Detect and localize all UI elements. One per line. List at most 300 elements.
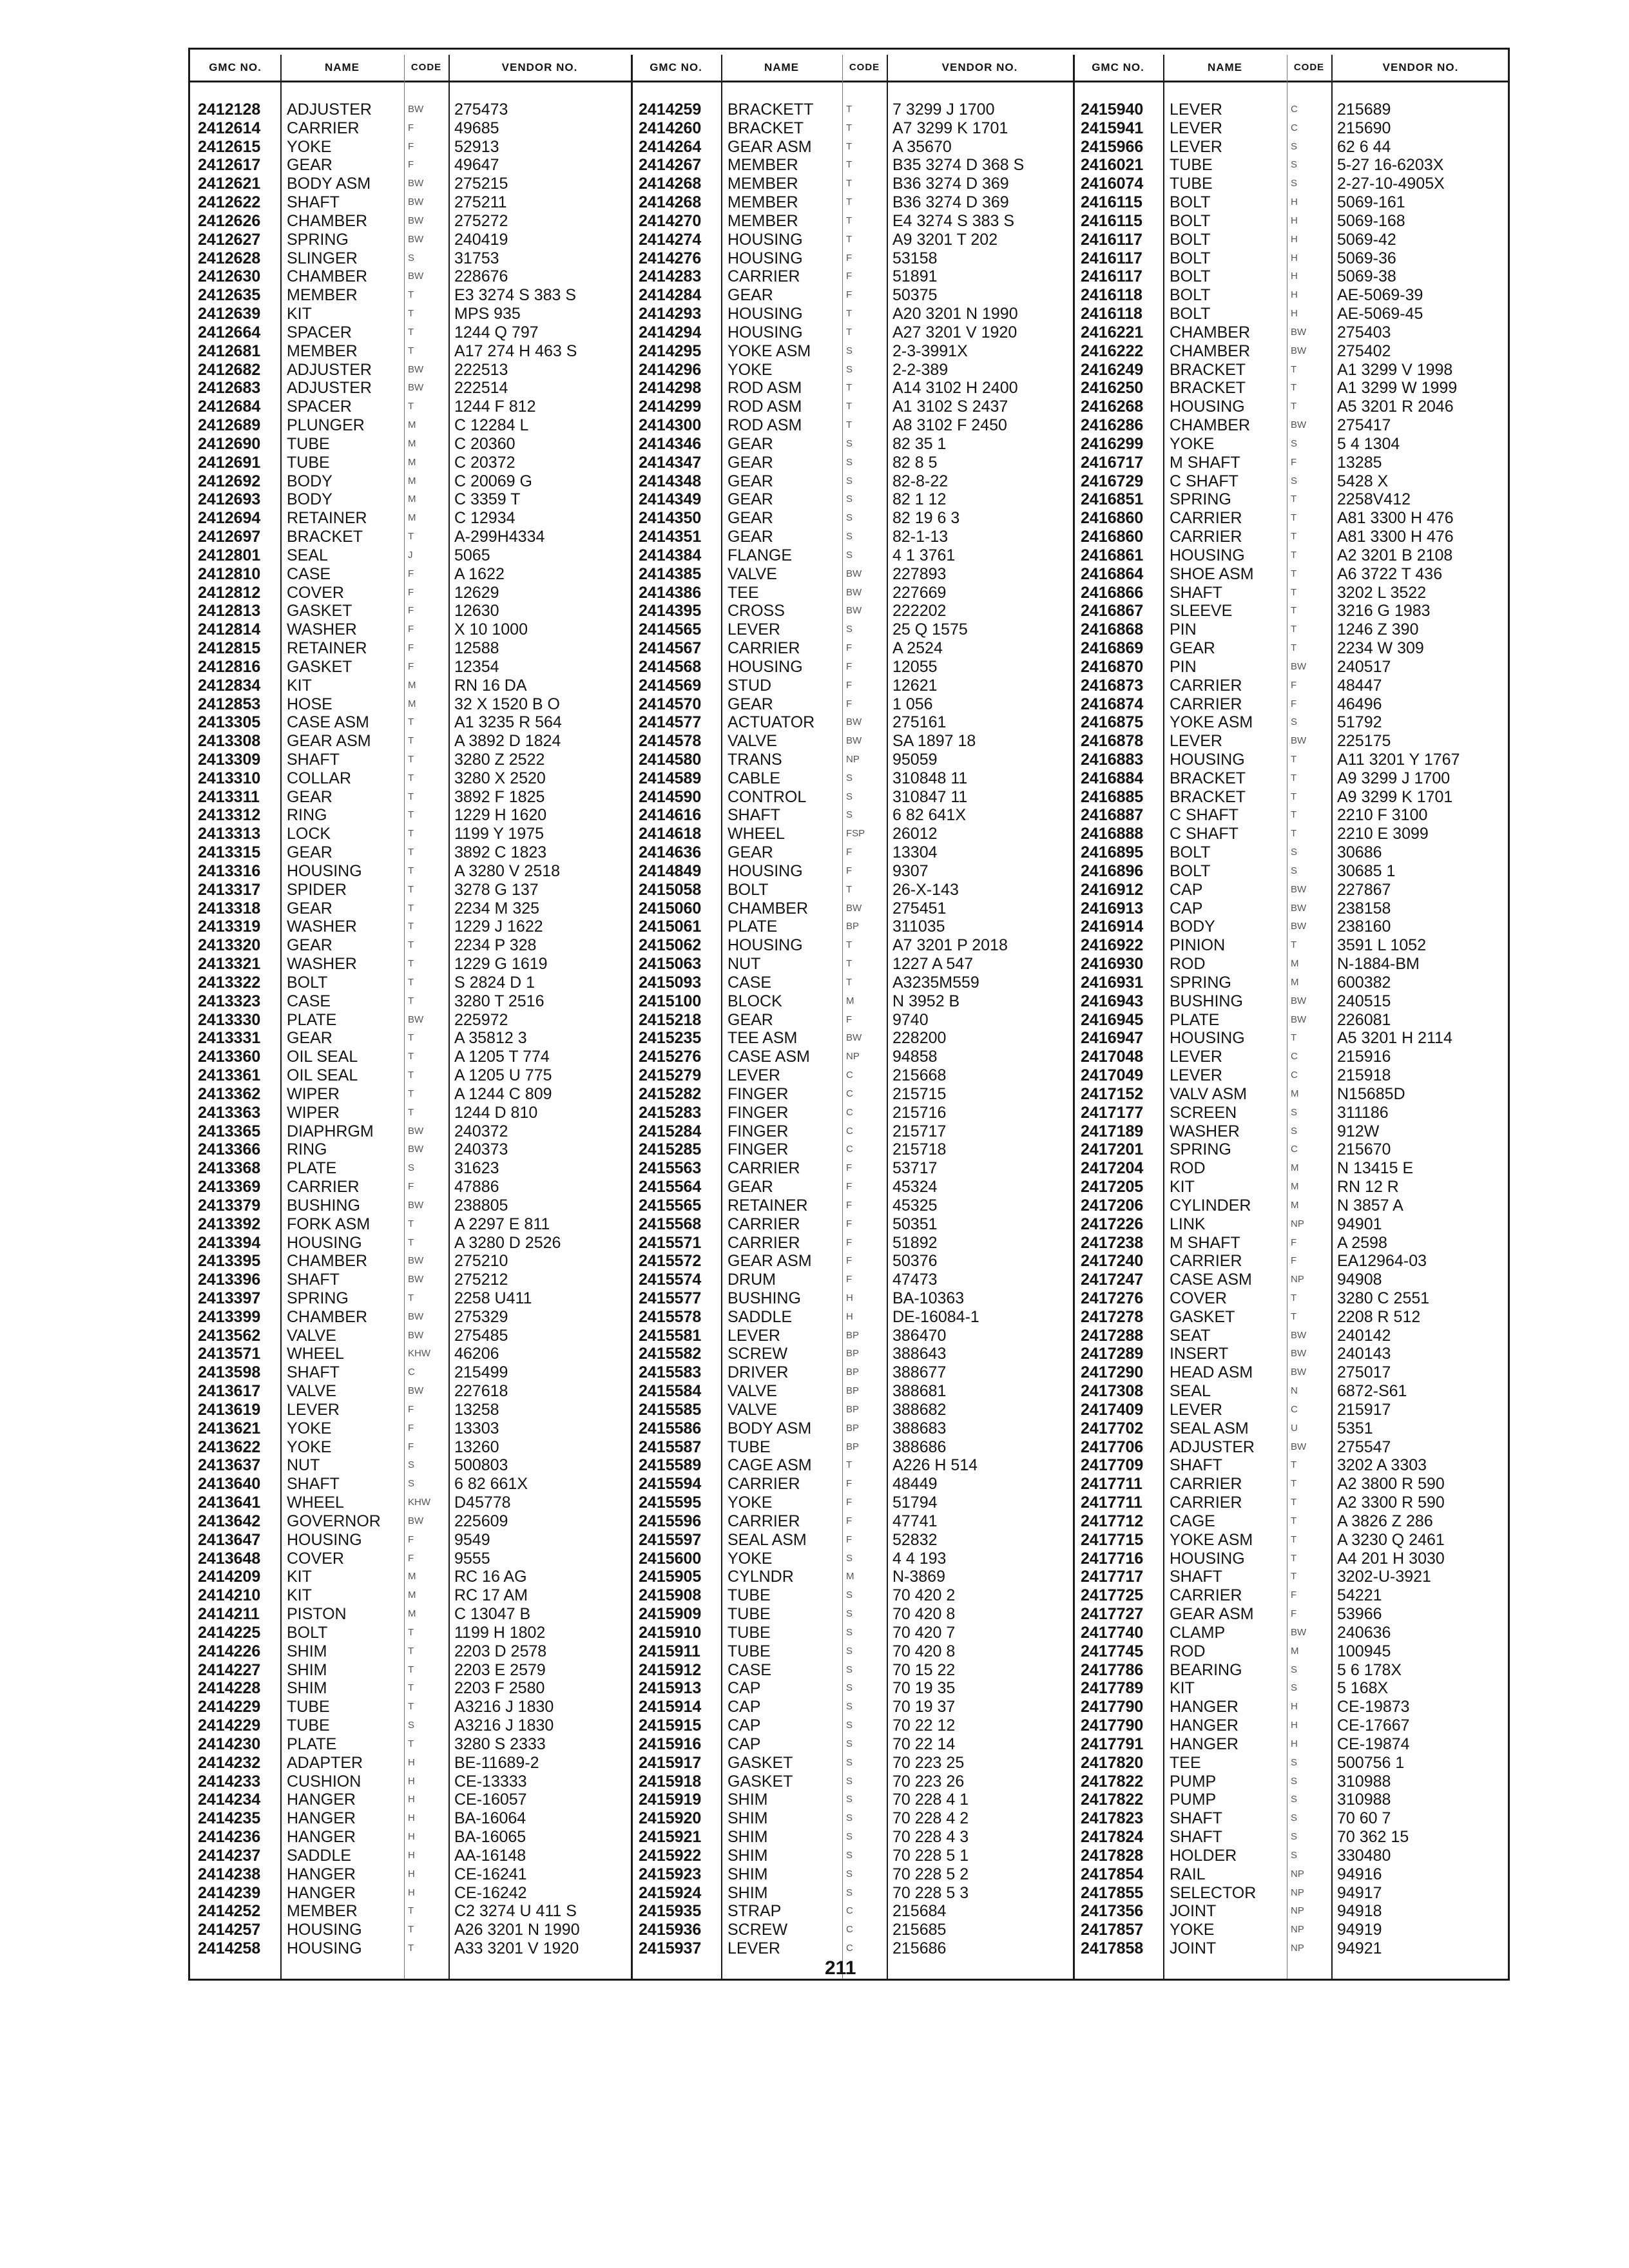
gmc-number: 2417205: [1081, 1178, 1144, 1196]
part-name: SCREW: [728, 1345, 788, 1363]
gmc-number: 2417858: [1081, 1939, 1144, 1957]
table-row: [190, 677, 631, 695]
table-row: [190, 1494, 631, 1512]
gmc-number: 2412684: [198, 398, 261, 416]
vendor-code: T: [1291, 1459, 1297, 1471]
vendor-number: 2234 W 309: [1337, 639, 1424, 658]
vendor-number: 2-3-3991X: [892, 341, 968, 360]
table-row: [631, 1661, 1073, 1680]
table-row: [190, 584, 631, 602]
gmc-number: 2414385: [639, 564, 702, 583]
gmc-number: 2415966: [1081, 137, 1144, 156]
gmc-number: 2416883: [1081, 750, 1144, 769]
vendor-number: 52832: [892, 1530, 938, 1549]
part-name: CARRIER: [728, 1215, 800, 1233]
part-name: LEVER: [728, 1066, 780, 1085]
gmc-number: 2416268: [1081, 398, 1144, 416]
vendor-code: T: [408, 976, 414, 988]
vendor-number: 3202 A 3303: [1337, 1456, 1427, 1475]
table-row: [190, 1624, 631, 1642]
part-name: TUBE: [728, 1623, 771, 1642]
vendor-code: C: [408, 1367, 415, 1378]
gmc-number: 2412694: [198, 509, 261, 528]
vendor-code: S: [846, 1626, 853, 1638]
part-name: HOUSING: [287, 861, 362, 880]
gmc-number: 2416115: [1081, 211, 1142, 230]
table-row: [190, 1884, 631, 1903]
vendor-number: A5 3201 H 2114: [1337, 1029, 1452, 1048]
part-name: BOLT: [1170, 305, 1211, 323]
vendor-number: 2210 F 3100: [1337, 806, 1428, 825]
gmc-number: 2413369: [198, 1178, 261, 1196]
parts-column-3: [1073, 101, 1510, 1958]
gmc-number: 2413621: [198, 1419, 261, 1437]
vendor-code: T: [408, 1905, 414, 1917]
vendor-number: A33 3201 V 1920: [454, 1939, 579, 1957]
gmc-number: 2416874: [1081, 695, 1144, 713]
vendor-number: CE-19873: [1337, 1698, 1410, 1716]
vendor-code: M: [1291, 1088, 1299, 1099]
vendor-code: NP: [1291, 1924, 1304, 1936]
gmc-number: 2414570: [639, 695, 702, 713]
part-name: GEAR: [287, 899, 333, 918]
gmc-number: 2415937: [639, 1939, 702, 1957]
vendor-number: A20 3201 N 1990: [892, 305, 1018, 323]
part-name: TUBE: [728, 1605, 771, 1624]
vendor-code: F: [846, 271, 853, 282]
part-name: TEE: [728, 583, 759, 602]
vendor-number: 4 1 3761: [892, 546, 956, 564]
table-row: [190, 342, 631, 361]
vendor-number: N 3857 A: [1337, 1196, 1403, 1215]
gmc-number: 2415572: [639, 1252, 702, 1271]
vendor-code: T: [408, 326, 414, 338]
table-row: [631, 1289, 1073, 1308]
vendor-number: 275473: [454, 101, 508, 119]
vendor-code: C: [1291, 1051, 1298, 1062]
gmc-number: 2413598: [198, 1363, 261, 1382]
vendor-number: 240419: [454, 230, 508, 249]
part-name: PLATE: [287, 1735, 337, 1753]
vendor-code: BW: [408, 104, 424, 115]
table-row: [1073, 1716, 1510, 1735]
vendor-code: T: [846, 976, 853, 988]
part-name: LEVER: [1170, 119, 1222, 137]
table-row: [190, 1847, 631, 1865]
table-row: [631, 1438, 1073, 1457]
vendor-code: S: [1291, 865, 1298, 876]
table-row: [1073, 1252, 1510, 1271]
table-row: [190, 1066, 631, 1085]
vendor-number: 47886: [454, 1178, 499, 1196]
vendor-number: 7 3299 J 1700: [892, 101, 995, 119]
gmc-number: 2414210: [198, 1586, 261, 1605]
table-row: [1073, 1828, 1510, 1847]
table-row: [631, 361, 1073, 380]
vendor-code: S: [846, 1738, 853, 1749]
vendor-number: 500803: [454, 1456, 508, 1475]
table-row: [190, 1679, 631, 1698]
table-row: [631, 1828, 1073, 1847]
part-name: CARRIER: [728, 1475, 800, 1494]
vendor-code: BW: [408, 1515, 424, 1526]
header-code-2: CODE: [849, 62, 880, 73]
vendor-code: F: [846, 1255, 853, 1267]
gmc-number: 2413365: [198, 1122, 261, 1140]
gmc-number: 2412810: [198, 564, 261, 583]
vendor-number: 215918: [1337, 1066, 1391, 1085]
table-row: [1073, 1865, 1510, 1884]
part-name: SPRING: [287, 1289, 349, 1307]
gmc-number: 2413640: [198, 1475, 261, 1494]
gmc-number: 2412816: [198, 657, 261, 676]
gmc-number: 2416945: [1081, 1010, 1144, 1029]
gmc-number: 2415597: [639, 1530, 702, 1549]
part-name: CARRIER: [728, 1233, 800, 1252]
gmc-number: 2415936: [639, 1921, 702, 1939]
vendor-number: 2258V412: [1337, 490, 1411, 509]
table-row: [190, 1586, 631, 1605]
table-row: [190, 1140, 631, 1159]
part-name: RING: [287, 806, 327, 825]
vendor-number: 6 82 661X: [454, 1475, 528, 1494]
gmc-number: 2414351: [639, 528, 702, 546]
table-row: [631, 1363, 1073, 1382]
gmc-number: 2412639: [198, 305, 261, 323]
gmc-number: 2414293: [639, 305, 702, 323]
vendor-code: BW: [408, 363, 424, 375]
part-name: CHAMBER: [1170, 416, 1251, 435]
vendor-number: AE-5069-39: [1337, 286, 1423, 305]
table-row: [1073, 713, 1510, 732]
part-name: SHIM: [728, 1791, 768, 1809]
part-name: GEAR: [728, 286, 773, 305]
vendor-code: T: [408, 289, 414, 301]
gmc-number: 2412626: [198, 211, 261, 230]
part-name: BOLT: [1170, 286, 1211, 305]
vendor-number: 388643: [892, 1345, 947, 1363]
part-name: CABLE: [728, 769, 780, 787]
vendor-number: 53966: [1337, 1605, 1382, 1624]
vendor-code: S: [846, 1887, 853, 1898]
table-row: [1073, 677, 1510, 695]
gmc-number: 2412683: [198, 379, 261, 398]
part-name: SPRING: [1170, 490, 1231, 509]
table-row: [190, 1921, 631, 1939]
gmc-number: 2413395: [198, 1252, 261, 1271]
vendor-number: A 35812 3: [454, 1029, 527, 1048]
table-row: [190, 175, 631, 193]
vendor-code: F: [846, 1199, 853, 1211]
vendor-code: H: [1291, 1720, 1298, 1731]
part-name: BUSHING: [728, 1289, 801, 1307]
part-name: PIN: [1170, 657, 1197, 676]
gmc-number: 2416912: [1081, 880, 1144, 899]
vendor-number: A8 3102 F 2450: [892, 416, 1007, 435]
part-name: CASE ASM: [287, 713, 369, 732]
vendor-number: 310847 11: [892, 787, 968, 806]
table-row: [190, 323, 631, 342]
vendor-code: S: [846, 1664, 853, 1675]
vendor-number: 3278 G 137: [454, 880, 539, 899]
vendor-code: C: [846, 1088, 853, 1099]
table-row: [190, 1011, 631, 1030]
table-row: [190, 658, 631, 677]
vendor-code: M: [408, 456, 416, 468]
vendor-code: F: [408, 660, 414, 672]
part-name: HOUSING: [287, 1921, 362, 1939]
table-row: [190, 1252, 631, 1271]
gmc-number: 2414577: [639, 713, 702, 732]
gmc-number: 2414347: [639, 453, 702, 472]
gmc-number: 2415235: [639, 1029, 702, 1048]
vendor-code: BW: [846, 586, 862, 598]
gmc-number: 2414232: [198, 1753, 261, 1772]
part-name: SEAL ASM: [1170, 1419, 1249, 1437]
gmc-number: 2414235: [198, 1809, 261, 1828]
vendor-number: 94908: [1337, 1271, 1382, 1289]
vendor-number: 311035: [892, 918, 945, 936]
vendor-number: 70 60 7: [1337, 1809, 1391, 1828]
gmc-number: 2412692: [198, 472, 261, 490]
part-name: CHAMBER: [287, 211, 368, 230]
vendor-number: 2258 U411: [454, 1289, 532, 1307]
gmc-number: 2417745: [1081, 1642, 1144, 1660]
vendor-number: 275161: [892, 713, 947, 732]
vendor-number: 12630: [454, 602, 499, 620]
part-name: GASKET: [1170, 1307, 1235, 1326]
part-name: CASE: [728, 973, 772, 992]
part-name: M SHAFT: [1170, 1233, 1240, 1252]
gmc-number: 2417857: [1081, 1921, 1144, 1939]
vendor-code: T: [408, 716, 414, 728]
vendor-code: S: [1291, 1812, 1298, 1824]
gmc-number: 2415093: [639, 973, 702, 992]
vendor-number: 94901: [1337, 1215, 1382, 1233]
vendor-code: M: [408, 494, 416, 505]
gmc-number: 2416851: [1081, 490, 1144, 509]
vendor-code: S: [846, 1720, 853, 1731]
part-name: BOLT: [287, 1623, 328, 1642]
part-name: MEMBER: [728, 156, 798, 175]
table-row: [631, 955, 1073, 974]
vendor-number: 215716: [892, 1103, 947, 1122]
part-name: YOKE ASM: [1170, 1530, 1253, 1549]
gmc-number: 2415908: [639, 1586, 702, 1605]
table-row: [1073, 1234, 1510, 1253]
part-name: YOKE: [287, 1437, 332, 1456]
gmc-number: 2413309: [198, 750, 261, 769]
vendor-code: T: [408, 902, 414, 914]
vendor-code: S: [846, 512, 853, 524]
gmc-number: 2414348: [639, 472, 702, 490]
vendor-number: C2 3274 U 411 S: [454, 1902, 577, 1921]
table-row: [1073, 249, 1510, 268]
part-name: CUSHION: [287, 1772, 361, 1791]
vendor-code: BW: [1291, 1348, 1307, 1360]
table-row: [631, 1642, 1073, 1661]
vendor-code: C: [1291, 122, 1298, 133]
table-row: [1073, 1847, 1510, 1865]
vendor-number: CE-16242: [454, 1883, 527, 1902]
table-row: [1073, 1679, 1510, 1698]
vendor-number: 51892: [892, 1233, 938, 1252]
vendor-number: 50375: [892, 286, 938, 305]
vendor-number: 1199 H 1802: [454, 1623, 546, 1642]
vendor-number: A3216 J 1830: [454, 1716, 554, 1735]
gmc-number: 2414274: [639, 230, 702, 249]
vendor-number: 5069-42: [1337, 230, 1396, 249]
part-name: HANGER: [1170, 1698, 1239, 1716]
gmc-number: 2413323: [198, 992, 261, 1010]
vendor-code: S: [846, 456, 853, 468]
part-name: CHAMBER: [287, 267, 368, 286]
vendor-code: F: [846, 1497, 853, 1508]
gmc-number: 2412628: [198, 249, 261, 267]
table-row: [631, 1456, 1073, 1475]
gmc-number: 2413362: [198, 1084, 261, 1103]
part-name: KIT: [287, 1586, 312, 1605]
part-name: CARRIER: [1170, 1586, 1242, 1605]
part-name: ACTUATOR: [728, 713, 815, 732]
vendor-code: T: [408, 995, 414, 1006]
table-row: [190, 472, 631, 491]
vendor-number: 100945: [1337, 1642, 1391, 1660]
vendor-number: C 20069 G: [454, 472, 532, 490]
part-name: COVER: [287, 1549, 344, 1568]
part-name: CARRIER: [728, 1512, 800, 1530]
vendor-number: A 1244 C 809: [454, 1084, 552, 1103]
gmc-number: 2415571: [639, 1233, 702, 1252]
part-name: WHEEL: [287, 1494, 344, 1512]
gmc-number: 2415218: [639, 1010, 702, 1029]
gmc-number: 2416930: [1081, 955, 1144, 974]
table-row: [631, 992, 1073, 1011]
table-row: [1073, 1289, 1510, 1308]
table-row: [190, 1773, 631, 1791]
table-row: [631, 379, 1073, 398]
vendor-code: H: [846, 1311, 853, 1322]
vendor-number: 228200: [892, 1029, 947, 1048]
table-row: [1073, 1271, 1510, 1289]
gmc-number: 2413641: [198, 1494, 261, 1512]
table-row: [190, 1345, 631, 1363]
vendor-number: A1 3299 W 1999: [1337, 379, 1458, 398]
vendor-code: BW: [1291, 995, 1307, 1006]
vendor-number: A27 3201 V 1920: [892, 323, 1017, 341]
gmc-number: 2416222: [1081, 341, 1144, 360]
vendor-code: T: [846, 215, 853, 226]
vendor-number: 1 056: [892, 695, 933, 713]
vendor-code: S: [846, 1608, 853, 1620]
part-name: SHOE ASM: [1170, 564, 1254, 583]
vendor-number: A11 3201 Y 1767: [1337, 750, 1460, 769]
vendor-code: T: [846, 419, 853, 431]
table-row: [1073, 509, 1510, 528]
part-name: TUBE: [287, 1698, 330, 1716]
gmc-number: 2413637: [198, 1456, 261, 1475]
gmc-number: 2417049: [1081, 1066, 1144, 1085]
vendor-number: 5069-38: [1337, 267, 1396, 286]
part-name: BODY ASM: [287, 175, 371, 193]
part-name: SEAL: [287, 546, 328, 564]
table-row: [1073, 1791, 1510, 1809]
part-name: VALVE: [728, 1400, 777, 1419]
vendor-code: T: [846, 233, 853, 245]
part-name: PINION: [1170, 936, 1226, 955]
vendor-code: S: [846, 1682, 853, 1694]
vendor-code: T: [846, 1459, 853, 1471]
gmc-number: 2415584: [639, 1382, 702, 1401]
vendor-code: C: [846, 1924, 853, 1936]
vendor-code: NP: [846, 1051, 860, 1062]
gmc-number: 2415577: [639, 1289, 702, 1307]
gmc-number: 2414238: [198, 1865, 261, 1883]
vendor-number: 1229 H 1620: [454, 806, 547, 825]
vendor-code: F: [846, 1218, 853, 1229]
part-name: C SHAFT: [1170, 825, 1239, 843]
gmc-number: 2416868: [1081, 620, 1144, 639]
gmc-number: 2414225: [198, 1623, 261, 1642]
vendor-code: T: [1291, 512, 1297, 524]
vendor-number: 330480: [1337, 1846, 1391, 1865]
gmc-number: 2413379: [198, 1196, 261, 1215]
vendor-number: A81 3300 H 476: [1337, 509, 1454, 528]
gmc-number: 2417740: [1081, 1623, 1144, 1642]
part-name: SHIM: [728, 1865, 768, 1883]
table-row: [631, 305, 1073, 323]
vendor-number: A 35670: [892, 137, 952, 156]
part-name: BODY: [287, 472, 333, 490]
vendor-number: B36 3274 D 369: [892, 193, 1009, 212]
part-name: NUT: [287, 1456, 320, 1475]
part-name: BEARING: [1170, 1660, 1242, 1679]
vendor-code: BP: [846, 1403, 860, 1415]
table-row: [190, 1716, 631, 1735]
part-name: ADJUSTER: [1170, 1437, 1255, 1456]
vendor-code: T: [1291, 1552, 1297, 1564]
vendor-code: F: [846, 1236, 853, 1248]
gmc-number: 2415941: [1081, 119, 1144, 137]
vendor-code: T: [1291, 568, 1297, 579]
part-name: SHAFT: [1170, 1809, 1222, 1828]
gmc-number: 2414386: [639, 583, 702, 602]
part-name: GEAR: [287, 843, 333, 862]
gmc-number: 2415918: [639, 1772, 702, 1791]
part-name: VALVE: [287, 1382, 336, 1401]
table-row: [1073, 1773, 1510, 1791]
vendor-code: BW: [408, 1144, 424, 1155]
vendor-code: H: [408, 1775, 415, 1787]
gmc-number: 2417278: [1081, 1307, 1144, 1326]
vendor-number: A17 274 H 463 S: [454, 341, 577, 360]
vendor-number: 2-2-389: [892, 360, 949, 379]
vendor-number: A 3826 Z 286: [1337, 1512, 1433, 1530]
table-row: [1073, 138, 1510, 157]
part-name: LEVER: [287, 1400, 340, 1419]
vendor-number: 215718: [892, 1140, 947, 1159]
gmc-number: 2413399: [198, 1307, 261, 1326]
gmc-number: 2412635: [198, 286, 261, 305]
vendor-number: 215668: [892, 1066, 947, 1085]
gmc-number: 2416118: [1081, 286, 1142, 305]
vendor-code: FSP: [846, 828, 865, 840]
gmc-number: 2413321: [198, 955, 261, 974]
vendor-code: S: [1291, 1106, 1298, 1118]
vendor-number: A 3230 Q 2461: [1337, 1530, 1445, 1549]
vendor-code: F: [1291, 679, 1297, 691]
table-row: [190, 806, 631, 825]
